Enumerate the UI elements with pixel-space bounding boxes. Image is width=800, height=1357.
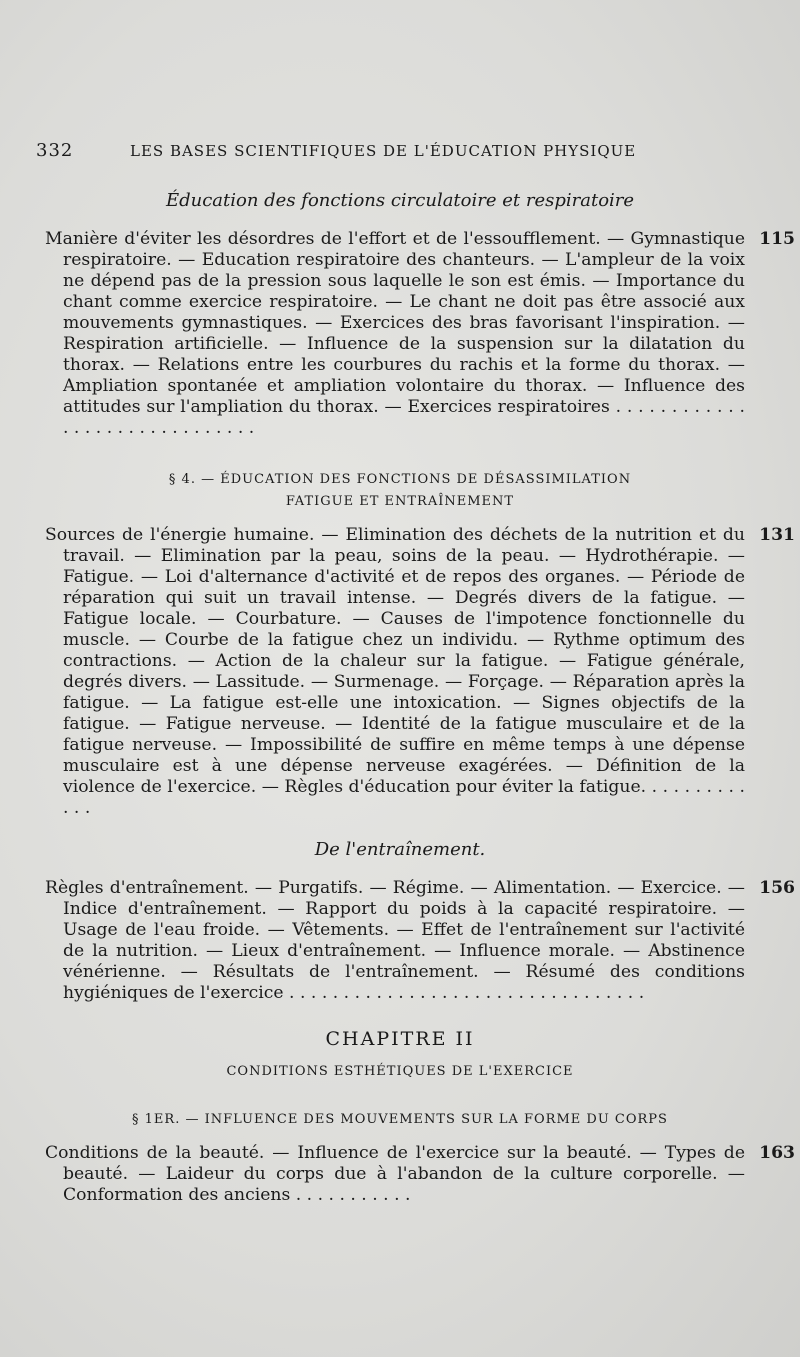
chapter-subtitle: CONDITIONS ESTHÉTIQUES DE L'EXERCICE xyxy=(226,1064,574,1079)
entry-text: Sources de l'énergie humaine. — Elimination des déchets de la nutrition et du travail. — Elimination par la peau, soins de la peau. — Hydrothérapie. — Fatigue. — Loi d'alternance d'activité et de repos des organes. — Période de réparation qui suit un travail intense. — Degrés divers de la fatigue. — Fatigue locale. — Courbature. — Causes de l'impotence fonctionnelle du muscle. — Courbe de la fatigue chez un individu. — Rythme optimum des contractions. — Action de la chaleur sur la fatigue. — Fatigue générale, degrés divers. — Lassitude. — Surmenage. — Forçage. — Réparation après la fatigue. — La fatigue est-elle une intoxication. — Signes objectifs de la fatigue. — Fatigue nerveuse. — Identité de la fatigue musculaire et de la fatigue nerveuse. — Impossibilité de suffire en même temps à une dépense musculaire est à une dépense nerveuse exagérées. — Définition de la violence de l'exercice. — Règles d'éducation pour éviter la fatigue. . . . . . . . . . . . . xyxy=(45,525,745,818)
page-ref: 131 xyxy=(759,525,795,545)
entry-text: Règles d'entraînement. — Purgatifs. — Régime. — Alimentation. — Exercice. — Indice d'entraînement. — Rapport du poids à la capacité respiratoire. — Usage de l'eau froide. — Vêtements. — Effet de l'entraînement sur l'activité de la nutrition. — Lieux d'entraînement. — Influence morale. — Abstinence vénérienne. — Résultats de l'entraînement. — Résumé des conditions hygiéniques de l'exercice . . . . . . . . . . . . . . . . . . . . . . . . . . . . . . . . . xyxy=(45,878,745,1003)
entry-text: Conditions de la beauté. — Influence de l'exercice sur la beauté. — Types de beauté. — Laideur du corps due à l'abandon de la culture corporelle. — Conformation des anciens . . . . . . . . . . . xyxy=(45,1143,745,1205)
section-title-entrainement: De l'entraînement. xyxy=(314,839,486,860)
page-ref: 115 xyxy=(759,229,795,249)
toc-entry-circulatory xyxy=(45,229,795,439)
section-title-forme: § 1ER. — INFLUENCE DES MOUVEMENTS SUR LA FORME DU CORPS xyxy=(132,1112,668,1127)
section-title-line1: § 4. — ÉDUCATION DES FONCTIONS DE DÉSASSIMILATION xyxy=(168,472,632,487)
section-title-line2: FATIGUE ET ENTRAÎNEMENT xyxy=(285,494,515,509)
page-ref: 163 xyxy=(759,1143,795,1163)
section-title-desassimilation xyxy=(55,469,745,513)
toc-entry-fatigue xyxy=(45,525,795,819)
toc-entry-entrainement xyxy=(45,878,795,1004)
section-title-circulatory: Éducation des fonctions circulatoire et respiratoire xyxy=(165,190,635,211)
page-body xyxy=(45,190,795,1206)
entry-text: Manière d'éviter les désordres de l'effort et de l'essoufflement. — Gymnastique respiratoire. — Education respiratoire des chanteurs. — L'ampleur de la voix ne dépend pas de la pression sous laquelle le son est émis. — Importance du chant comme exercice respiratoire. — Le chant ne doit pas être associé aux mouvements gymnastiques. — Exercices des bras favorisant l'inspiration. — Respiration artificielle. — Influence de la suspension sur la dilatation du thorax. — Relations entre les courbures du rachis et la forme du thorax. — Ampliation spontanée et ampliation volontaire du thorax. — Influence des attitudes sur l'ampliation du thorax. — Exercices respiratoires . . . . . . . . . . . . . . . . . . . . . . . . . . . . . . xyxy=(45,229,745,438)
running-title: LES BASES SCIENTIFIQUES DE L'ÉDUCATION PHYSIQUE xyxy=(130,142,637,160)
toc-entry-beaute xyxy=(45,1143,795,1206)
chapter-title: CHAPITRE II xyxy=(325,1028,475,1050)
page-number: 332 xyxy=(36,140,74,161)
page-ref: 156 xyxy=(759,878,795,898)
